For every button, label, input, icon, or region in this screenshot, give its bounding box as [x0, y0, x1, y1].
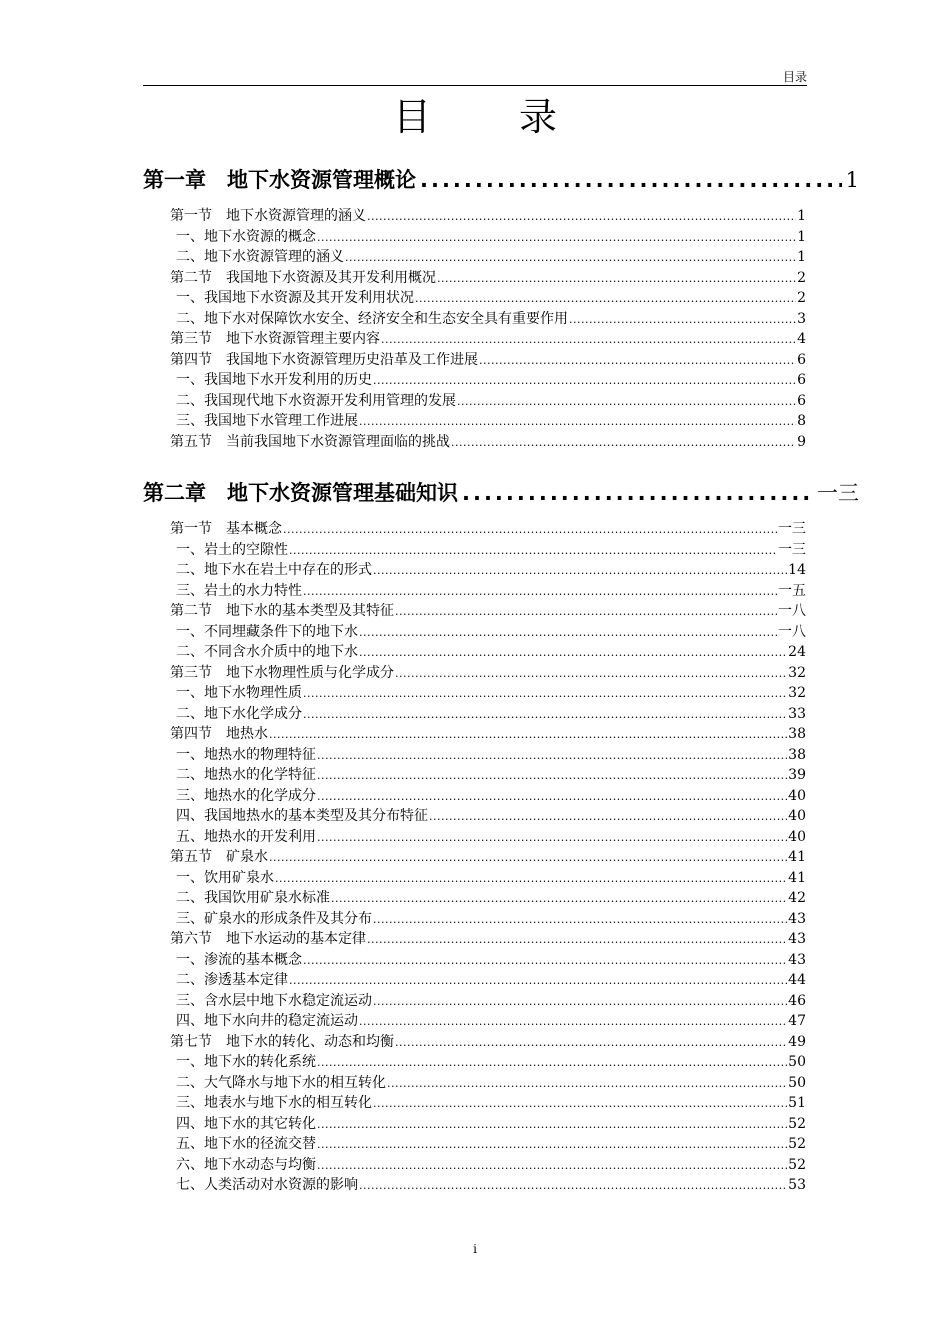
toc-item-entry[interactable]	[170, 888, 806, 909]
entry-page-number: 40	[788, 808, 806, 824]
entry-title: 第二节 地下水的基本类型及其特征	[170, 603, 394, 619]
entry-page-number: 6	[797, 392, 806, 409]
entry-title: 一、饮用矿泉水	[176, 869, 274, 886]
entry-title: 四、地下水的其它转化	[176, 1115, 316, 1132]
dot-leader	[367, 207, 796, 228]
dot-leader	[317, 746, 787, 767]
entry-page-number: 41	[788, 869, 806, 886]
entry-title: 四、地下水向井的稳定流运动	[176, 1013, 358, 1029]
entry-title: 第三节 地下水资源管理主要内容	[170, 331, 380, 347]
entry-page-number: 2	[797, 269, 806, 286]
entry-page-number: 32	[788, 685, 806, 701]
entry-page-number: 43	[788, 931, 806, 947]
entry-page-number: 14	[788, 562, 806, 578]
toc-item-entry[interactable]	[170, 909, 806, 930]
toc-item-entry[interactable]	[170, 1073, 806, 1094]
chapter-title: 第二章 地下水资源管理基础知识	[143, 481, 458, 505]
entry-title: 三、岩土的水力特性	[176, 582, 302, 599]
toc-item-entry[interactable]	[170, 683, 806, 704]
entry-page-number: 3	[797, 310, 806, 327]
entry-page-number: 50	[788, 1074, 806, 1091]
dot-leader	[317, 228, 796, 249]
dot-leader	[317, 1135, 787, 1156]
toc-section-entry[interactable]	[170, 929, 806, 950]
dot-leader	[373, 910, 787, 931]
toc-item-entry[interactable]	[170, 806, 806, 827]
entry-page-number: 6	[797, 372, 806, 388]
entry-page-number: 38	[788, 726, 806, 742]
entry-title: 一、地下水资源的概念	[176, 228, 316, 245]
entry-title: 第一节 基本概念	[170, 521, 282, 537]
entry-page-number: 一三	[778, 541, 806, 558]
entry-page-number: 32	[788, 664, 806, 681]
toc-item-entry[interactable]	[170, 745, 806, 766]
entry-title: 二、我国现代地下水资源开发利用管理的发展	[176, 392, 456, 409]
dot-leader	[359, 643, 787, 664]
entry-page-number: 41	[788, 849, 806, 865]
entry-title: 一、地下水物理性质	[176, 685, 302, 701]
toc-section-entry[interactable]	[170, 1032, 806, 1053]
dot-leader	[303, 582, 777, 603]
entry-title: 三、我国地下水管理工作进展	[176, 413, 358, 429]
chapter-page-number: 一三	[817, 481, 859, 505]
entry-page-number: 52	[788, 1136, 806, 1152]
toc-section-entry[interactable]	[170, 350, 806, 371]
entry-page-number: 52	[788, 1115, 806, 1132]
toc-item-entry[interactable]	[170, 704, 806, 725]
entry-title: 五、地热水的开发利用	[176, 828, 316, 845]
entry-page-number: 47	[788, 1013, 806, 1029]
entry-page-number: 43	[788, 951, 806, 968]
entry-page-number: 一八	[778, 603, 806, 619]
entry-page-number: 40	[788, 828, 806, 845]
entry-title: 二、不同含水介质中的地下水	[176, 644, 358, 660]
chapter-entry-list	[170, 519, 806, 1196]
entry-title: 二、地下水在岩土中存在的形式	[176, 562, 372, 578]
entry-page-number: 一三	[778, 521, 806, 537]
entry-title: 七、人类活动对水资源的影响	[176, 1177, 358, 1193]
entry-title: 一、地下水的转化系统	[176, 1054, 316, 1070]
entry-page-number: 46	[788, 992, 806, 1009]
entry-title: 三、地表水与地下水的相互转化	[176, 1095, 372, 1111]
dot-leader	[359, 412, 796, 433]
entry-page-number: 4	[797, 331, 806, 347]
dot-leader	[479, 351, 796, 372]
toc-section-entry[interactable]	[170, 519, 806, 540]
dot-leader	[317, 1156, 787, 1177]
entry-title: 三、含水层中地下水稳定流运动	[176, 992, 372, 1009]
page-title: 目 录	[392, 95, 596, 139]
toc-item-entry[interactable]	[170, 540, 806, 561]
dot-leader	[317, 766, 787, 787]
toc-section-entry[interactable]	[170, 847, 806, 868]
entry-title: 一、我国地下水资源及其开发利用状况	[176, 290, 414, 306]
dot-leader	[331, 889, 787, 910]
toc-item-entry[interactable]	[170, 970, 806, 991]
chapter-title: 第一章 地下水资源管理概论	[143, 168, 416, 192]
toc-item-entry[interactable]	[170, 391, 806, 412]
toc-section-entry[interactable]	[170, 432, 806, 453]
dot-leader	[569, 310, 796, 331]
dot-leader	[303, 684, 787, 705]
entry-title: 二、我国饮用矿泉水标准	[176, 890, 330, 906]
entry-page-number: 50	[788, 1054, 806, 1070]
entry-page-number: 49	[788, 1033, 806, 1050]
entry-title: 第五节 矿泉水	[170, 849, 268, 865]
header-rule	[143, 85, 807, 86]
toc-item-entry[interactable]	[170, 622, 806, 643]
toc-item-entry[interactable]	[170, 1134, 806, 1155]
entry-title: 第七节 地下水的转化、动态和均衡	[170, 1033, 394, 1050]
dot-leader	[303, 951, 787, 972]
dot-leader	[387, 1074, 787, 1095]
toc-item-entry[interactable]	[170, 642, 806, 663]
dot-leader	[373, 371, 796, 392]
entry-page-number: 40	[788, 787, 806, 804]
entry-title: 一、地热水的物理特征	[176, 746, 316, 763]
entry-title: 三、矿泉水的形成条件及其分布	[176, 910, 372, 927]
toc-item-entry[interactable]	[170, 1093, 806, 1114]
dot-leader	[367, 930, 787, 951]
entry-page-number: 一八	[778, 623, 806, 640]
entry-title: 二、地热水的化学特征	[176, 767, 316, 783]
entry-title: 四、我国地热水的基本类型及其分布特征	[176, 808, 428, 824]
dot-leader	[317, 828, 787, 849]
dot-leader	[395, 1033, 787, 1054]
dot-leader	[317, 1053, 787, 1074]
toc-item-entry[interactable]	[170, 309, 806, 330]
toc-item-entry[interactable]	[170, 411, 806, 432]
dot-leader	[381, 330, 796, 351]
toc-item-entry[interactable]	[170, 288, 806, 309]
entry-title: 第六节 地下水运动的基本定律	[170, 931, 366, 947]
dot-leader	[415, 289, 796, 310]
dot-leader	[359, 623, 777, 644]
entry-title: 第三节 地下水物理性质与化学成分	[170, 664, 394, 681]
toc-section-entry[interactable]	[170, 206, 806, 227]
entry-page-number: 1	[797, 208, 806, 224]
chapter-entry-list	[170, 206, 806, 452]
entry-title: 第五节 当前我国地下水资源管理面临的挑战	[170, 433, 450, 450]
toc-item-entry[interactable]	[170, 765, 806, 786]
entry-page-number: 52	[788, 1156, 806, 1173]
dot-leader	[283, 520, 777, 541]
dot-leader	[420, 165, 842, 195]
entry-page-number: 1	[797, 249, 806, 265]
entry-page-number: 43	[788, 910, 806, 927]
entry-title: 一、渗流的基本概念	[176, 951, 302, 968]
toc-section-entry[interactable]	[170, 724, 806, 745]
dot-leader	[429, 807, 787, 828]
dot-leader	[275, 869, 787, 890]
dot-leader	[269, 848, 787, 869]
dot-leader	[359, 1176, 787, 1197]
toc-item-entry[interactable]	[170, 1114, 806, 1135]
dot-leader	[345, 248, 796, 269]
toc-item-entry[interactable]	[170, 950, 806, 971]
toc-item-entry[interactable]	[170, 247, 806, 268]
chapter-heading[interactable]	[143, 478, 859, 508]
dot-leader	[373, 992, 787, 1013]
toc-item-entry[interactable]	[170, 560, 806, 581]
toc-item-entry[interactable]	[170, 581, 806, 602]
toc-section-entry[interactable]	[170, 663, 806, 684]
dot-leader	[359, 1012, 787, 1033]
entry-title: 二、地下水化学成分	[176, 705, 302, 722]
dot-leader	[373, 1094, 787, 1115]
dot-leader	[395, 664, 787, 685]
dot-leader	[303, 705, 787, 726]
chapter-page-number: 1	[845, 168, 859, 192]
toc-section-entry[interactable]	[170, 268, 806, 289]
entry-page-number: 8	[797, 413, 806, 429]
dot-leader	[289, 541, 777, 562]
dot-leader	[451, 433, 796, 454]
entry-title: 六、地下水动态与均衡	[176, 1156, 316, 1173]
toc-item-entry[interactable]	[170, 1011, 806, 1032]
entry-title: 第一节 地下水资源管理的涵义	[170, 208, 366, 224]
entry-page-number: 1	[797, 228, 806, 245]
entry-page-number: 53	[788, 1177, 806, 1193]
toc-item-entry[interactable]	[170, 868, 806, 889]
entry-page-number: 6	[797, 351, 806, 368]
entry-title: 三、地热水的化学成分	[176, 787, 316, 804]
toc-section-entry[interactable]	[170, 329, 806, 350]
dot-leader	[269, 725, 787, 746]
running-header: 目录	[782, 70, 807, 84]
chapter-heading[interactable]	[143, 165, 859, 195]
dot-leader	[373, 561, 787, 582]
dot-leader	[395, 602, 777, 623]
entry-title: 第二节 我国地下水资源及其开发利用概况	[170, 269, 436, 286]
dot-leader	[289, 971, 787, 992]
entry-title: 二、地下水资源管理的涵义	[176, 249, 344, 265]
toc-item-entry[interactable]	[170, 227, 806, 248]
dot-leader	[437, 269, 796, 290]
entry-page-number: 39	[788, 767, 806, 783]
entry-page-number: 24	[788, 644, 806, 660]
entry-page-number: 44	[788, 972, 806, 988]
entry-title: 二、渗透基本定律	[176, 972, 288, 988]
toc-section-entry[interactable]	[170, 601, 806, 622]
dot-leader	[317, 1115, 787, 1136]
entry-title: 一、我国地下水开发利用的历史	[176, 372, 372, 388]
entry-page-number: 33	[788, 705, 806, 722]
toc-item-entry[interactable]	[170, 991, 806, 1012]
entry-page-number: 42	[788, 890, 806, 906]
entry-page-number: 一五	[778, 582, 806, 599]
entry-title: 一、岩土的空隙性	[176, 541, 288, 558]
entry-page-number: 9	[797, 433, 806, 450]
toc-item-entry[interactable]	[170, 827, 806, 848]
entry-title: 二、大气降水与地下水的相互转化	[176, 1074, 386, 1091]
page-number: i	[473, 1242, 477, 1256]
entry-title: 第四节 我国地下水资源管理历史沿革及工作进展	[170, 351, 478, 368]
toc-item-entry[interactable]	[170, 786, 806, 807]
entry-page-number: 51	[788, 1095, 806, 1111]
toc-item-entry[interactable]	[170, 370, 806, 391]
entry-title: 五、地下水的径流交替	[176, 1136, 316, 1152]
dot-leader	[462, 478, 813, 508]
entry-page-number: 2	[797, 290, 806, 306]
toc-item-entry[interactable]	[170, 1052, 806, 1073]
dot-leader	[457, 392, 796, 413]
toc-item-entry[interactable]	[170, 1175, 806, 1196]
entry-page-number: 38	[788, 746, 806, 763]
entry-title: 二、地下水对保障饮水安全、经济安全和生态安全具有重要作用	[176, 310, 568, 327]
dot-leader	[317, 787, 787, 808]
entry-title: 第四节 地热水	[170, 726, 268, 742]
entry-title: 一、不同埋藏条件下的地下水	[176, 623, 358, 640]
toc-item-entry[interactable]	[170, 1155, 806, 1176]
